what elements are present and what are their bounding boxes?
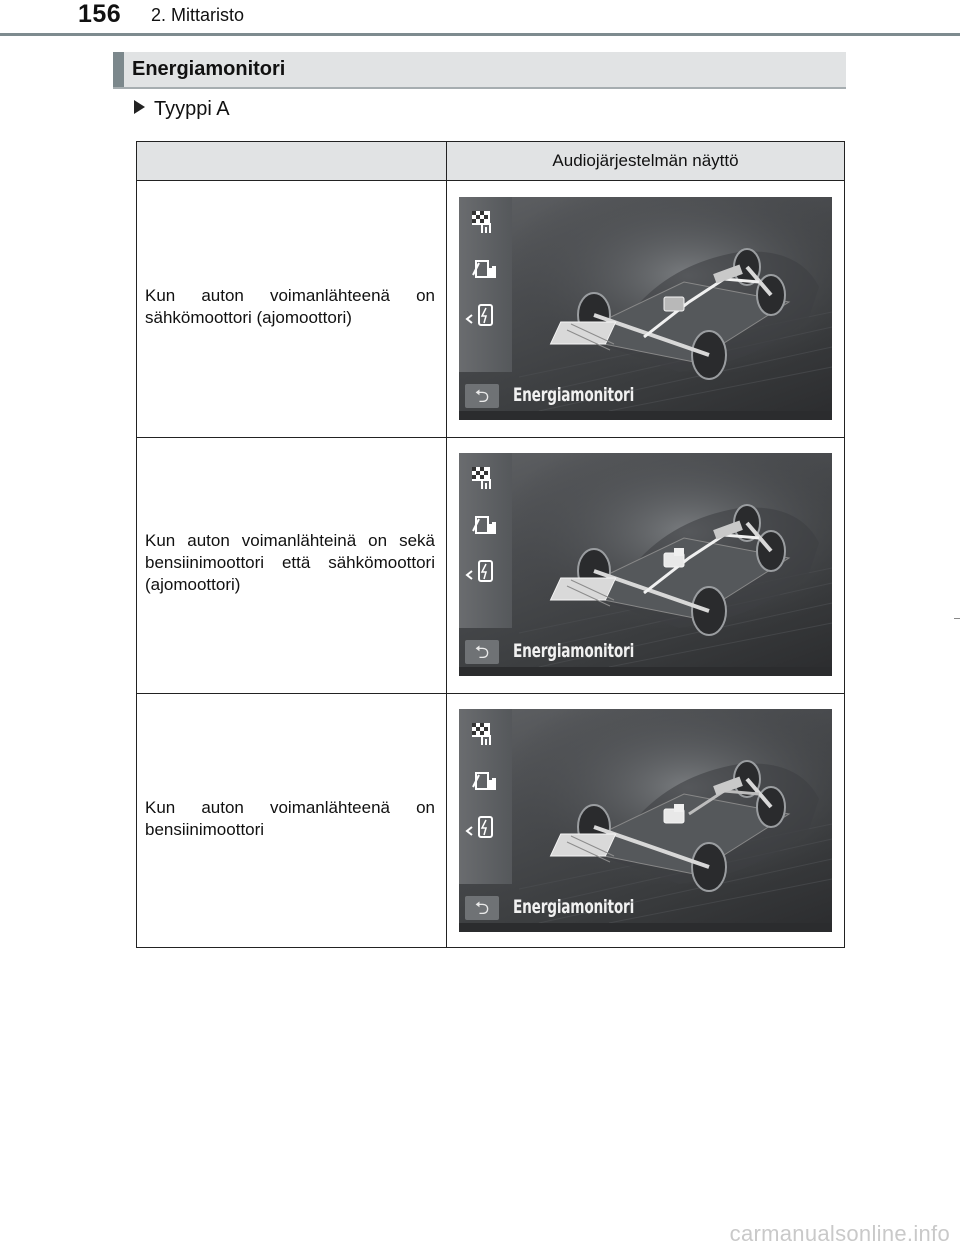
screen-bottom-strip <box>459 923 832 932</box>
screen-label: Energiamonitori <box>513 896 635 918</box>
page-number: 156 <box>78 0 122 28</box>
battery-charge-icon <box>467 561 492 581</box>
column-header: Audiojärjestelmän näyttö <box>552 151 739 170</box>
screen-sidebar <box>459 709 512 884</box>
screen-bottom-strip <box>459 667 832 676</box>
checkered-flag-icon <box>472 211 491 233</box>
checkered-flag-icon <box>472 467 491 489</box>
energy-monitor-table <box>136 141 845 948</box>
audio-screen <box>459 453 832 676</box>
chapter-title: 2. Mittaristo <box>151 5 245 25</box>
row-description: Kun auton voimanlähteenä on bensiinimoottori <box>145 798 435 839</box>
battery-charge-icon <box>467 817 492 837</box>
subheading-text: Tyyppi A <box>154 98 230 120</box>
back-arrow-icon: ⮌ <box>474 898 490 918</box>
fuel-pump-icon <box>473 773 495 789</box>
section-bar <box>113 52 846 89</box>
table-row <box>137 693 844 948</box>
screen-bottom-strip <box>459 411 832 420</box>
back-arrow-icon: ⮌ <box>474 642 490 662</box>
column-divider <box>446 693 447 948</box>
section-accent <box>113 52 124 87</box>
column-divider <box>446 437 447 693</box>
screen-sidebar <box>459 197 512 372</box>
table-row <box>137 437 844 694</box>
watermark: carmanualsonline.info <box>729 1221 950 1246</box>
triangle-bullet-icon <box>134 100 145 114</box>
side-tick <box>954 618 960 619</box>
screen-label: Energiamonitori <box>513 384 635 406</box>
table-header <box>137 142 844 181</box>
checkered-flag-icon <box>472 723 491 745</box>
header-rule <box>0 33 960 36</box>
row-description: Kun auton voimanlähteenä on sähkömoottori (ajomoottori) <box>145 286 435 327</box>
column-divider <box>446 181 447 437</box>
subheading <box>134 98 230 121</box>
audio-screen <box>459 197 832 420</box>
table-row <box>137 181 844 438</box>
back-arrow-icon: ⮌ <box>474 386 490 406</box>
fuel-pump-icon <box>473 261 495 277</box>
audio-screen <box>459 709 832 932</box>
screen-sidebar <box>459 453 512 628</box>
screen-label: Energiamonitori <box>513 640 635 662</box>
fuel-pump-icon <box>473 517 495 533</box>
battery-charge-icon <box>467 305 492 325</box>
row-description: Kun auton voimanlähteinä on sekä bensiinimoottori että sähkömoottori (ajomoottori) <box>145 531 435 594</box>
section-title: Energiamonitori <box>132 58 286 80</box>
